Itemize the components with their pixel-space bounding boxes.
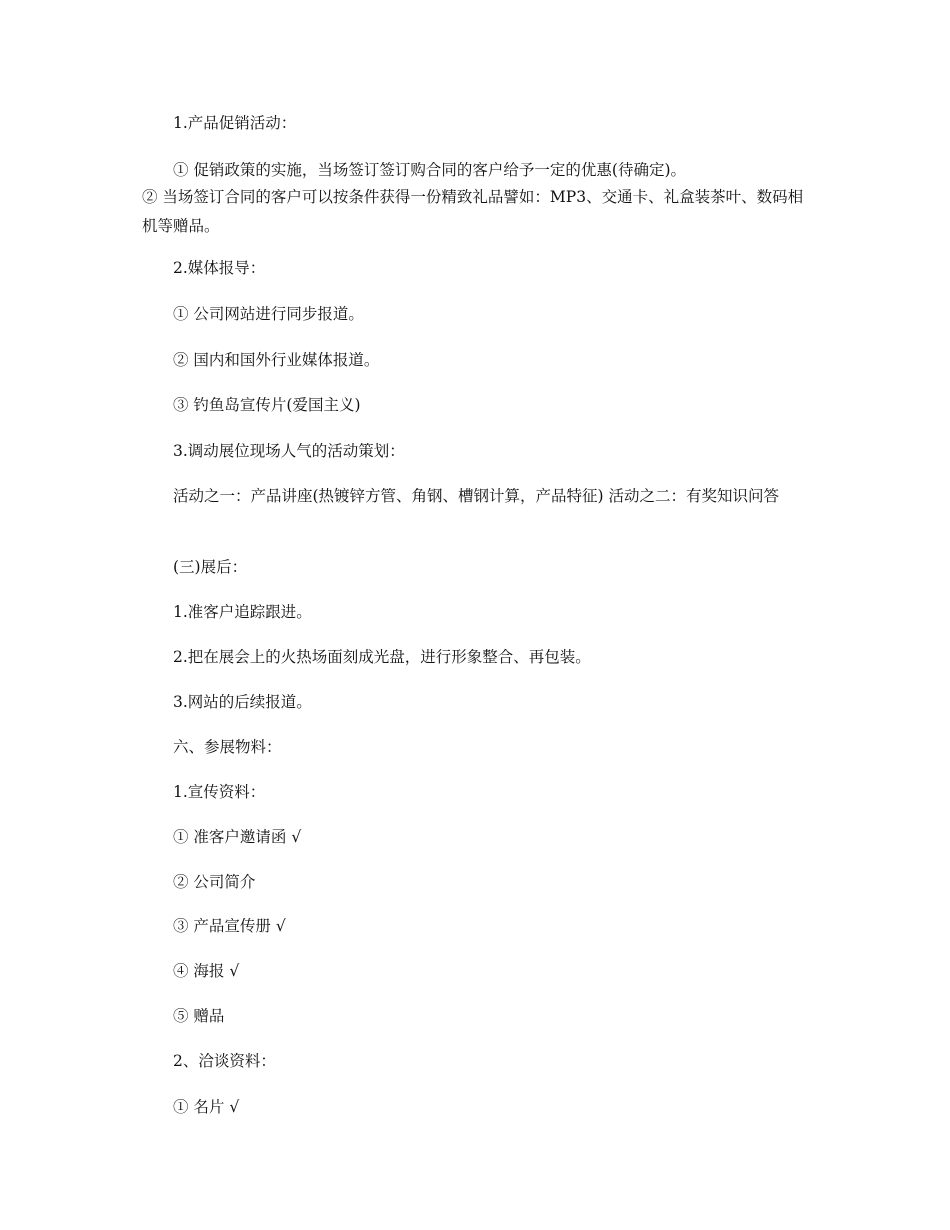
paragraph-post-show-disc: 2.把在展会上的火热场面刻成光盘，进行形象整合、再包装。 (173, 648, 591, 666)
paragraph-negotiation-card: ① 名片 √ (173, 1098, 240, 1116)
paragraph-post-show-website: 3.网站的后续报道。 (173, 693, 312, 711)
paragraph-publicity-heading: 1.宣传资料： (173, 783, 266, 801)
paragraph-promotion-heading: 1.产品促销活动： (173, 114, 297, 132)
paragraph-publicity-gift: ⑤ 赠品 (173, 1007, 225, 1025)
paragraph-media-industry: ② 国内和国外行业媒体报道。 (173, 351, 380, 369)
paragraph-post-show-heading: (三)展后： (173, 558, 248, 576)
paragraph-publicity-poster: ④ 海报 √ (173, 962, 240, 980)
paragraph-media-film: ③ 钓鱼岛宣传片(爱国主义) (173, 396, 361, 414)
paragraph-activity-detail: 活动之一：产品讲座(热镀锌方管、角钢、槽钢计算，产品特征) 活动之二：有奖知识问答 (173, 487, 780, 505)
paragraph-activity-heading: 3.调动展位现场人气的活动策划： (173, 442, 405, 460)
paragraph-promotion-policy: ① 促销政策的实施，当场签订签订购合同的客户给予一定的优惠(待确定)。 (173, 161, 687, 179)
paragraph-negotiation-heading: 2、洽谈资料： (173, 1052, 276, 1070)
paragraph-promotion-gift: ② 当场签订合同的客户可以按条件获得一份精致礼品譬如：MP3、交通卡、礼盒装茶叶、数码相机等赠品。 (142, 188, 804, 235)
paragraph-publicity-invitation: ① 准客户邀请函 √ (173, 828, 302, 846)
paragraph-publicity-brochure: ③ 产品宣传册 √ (173, 917, 286, 935)
paragraph-post-show-followup: 1.准客户追踪跟进。 (173, 603, 312, 621)
paragraph-media-heading: 2.媒体报导： (173, 259, 266, 277)
paragraph-materials-heading: 六、参展物料： (173, 738, 282, 756)
paragraph-media-website: ① 公司网站进行同步报道。 (173, 305, 364, 323)
paragraph-publicity-profile: ② 公司简介 (173, 873, 256, 891)
